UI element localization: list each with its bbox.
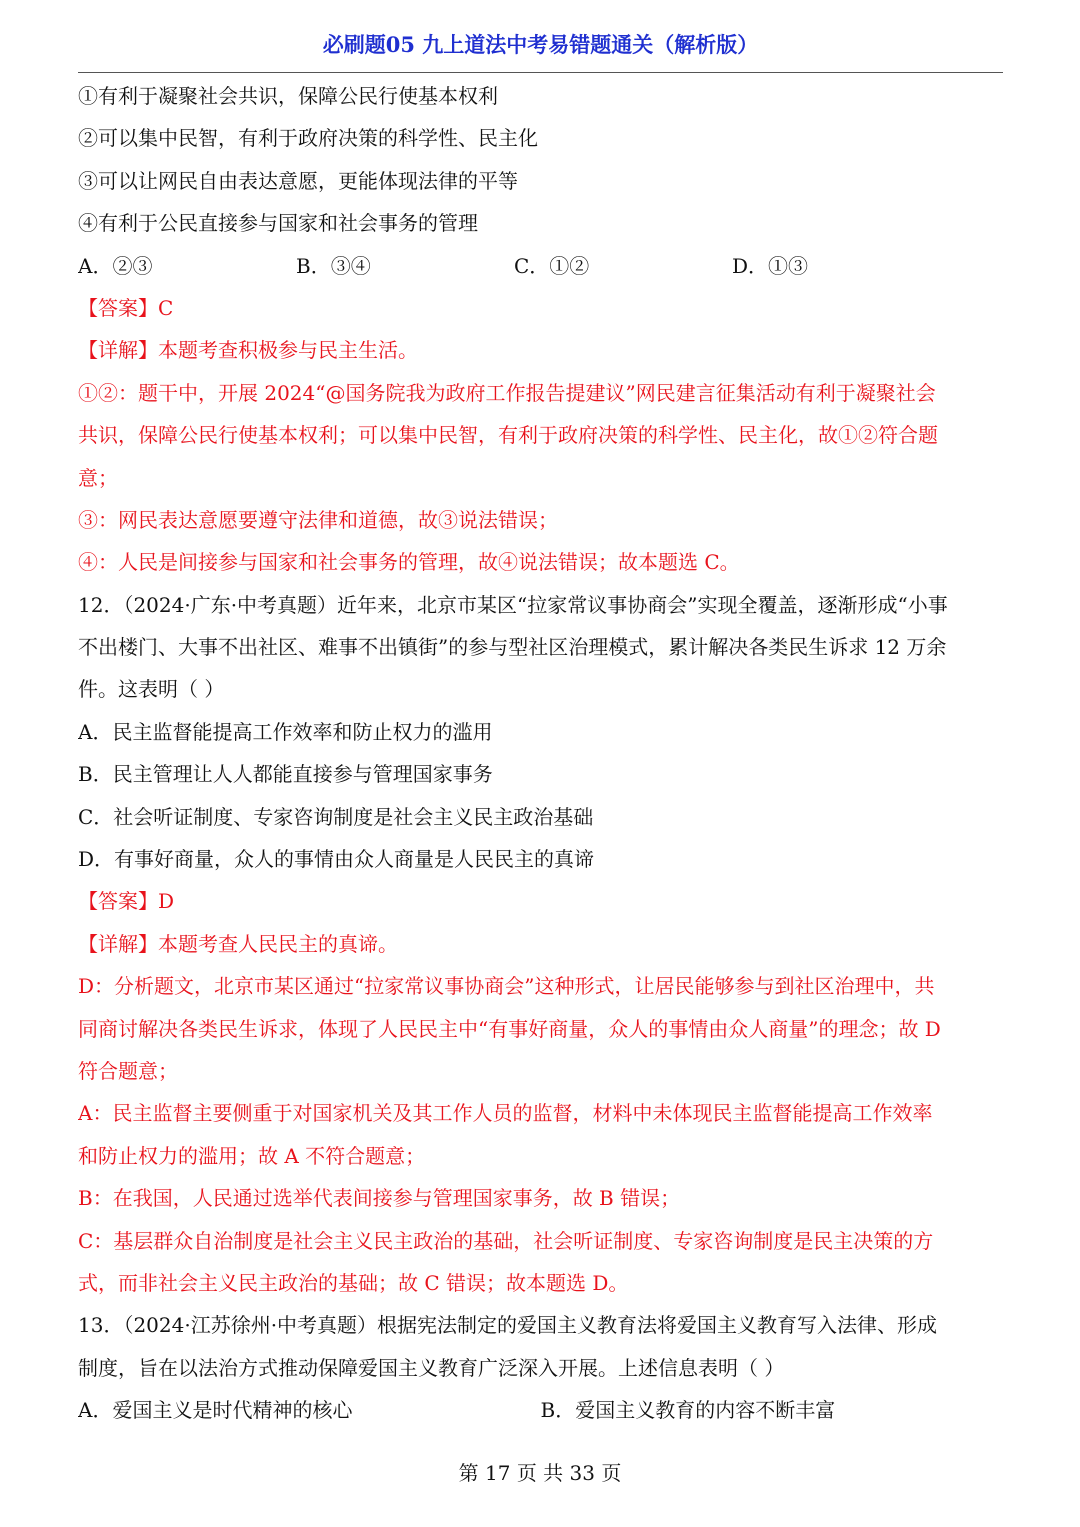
- q11-statement-4: ④有利于公民直接参与国家和社会事务的管理: [78, 211, 478, 236]
- q11-analysis-line: 共识，保障公民行使基本权利；可以集中民智，有利于政府决策的科学性、民主化，故①②符合题: [78, 423, 938, 448]
- q12-option-a: A．民主监督能提高工作效率和防止权力的滥用: [78, 719, 493, 744]
- q11-option-c: C．①②: [514, 253, 590, 278]
- q12-detail: 【详解】本题考查人民民主的真谛。: [78, 931, 398, 956]
- header-divider: [78, 72, 1003, 73]
- q12-analysis-line: B：在我国，人民通过选举代表间接参与管理国家事务，故 B 错误；: [78, 1186, 681, 1211]
- q12-analysis-line: 同商讨解决各类民生诉求，体现了人民民主中“有事好商量，众人的事情由众人商量”的理念；故 D: [78, 1016, 941, 1041]
- q12-analysis-line: 符合题意；: [78, 1058, 178, 1083]
- q11-options: [78, 245, 1003, 287]
- page-header-title: 必刷题05 九上道法中考易错题通关（解析版）: [322, 32, 759, 57]
- q11-option-d: D．①③: [732, 253, 809, 278]
- q11-analysis-line: 意；: [78, 465, 118, 490]
- q12-option-c: C．社会听证制度、专家咨询制度是社会主义民主政治基础: [78, 804, 594, 829]
- q12-analysis-line: A：民主监督主要侧重于对国家机关及其工作人员的监督，材料中未体现民主监督能提高工作效率: [78, 1101, 933, 1126]
- page-number-footer: 第 17 页 共 33 页: [458, 1461, 622, 1485]
- q13-stem-line: 制度，旨在以法治方式推动保障爱国主义教育广泛深入开展。上述信息表明（ ）: [78, 1355, 785, 1380]
- q13-options: [78, 1389, 1003, 1431]
- page-content: [78, 75, 1003, 1432]
- q11-detail: 【详解】本题考查积极参与民主生活。: [78, 338, 418, 363]
- q12-stem-line: 12．（2024·广东·中考真题）近年来，北京市某区“拉家常议事协商会”实现全覆盖，逐渐形成“小事: [78, 592, 948, 617]
- q11-option-b: B．③④: [296, 253, 371, 278]
- q13-option-a: A．爱国主义是时代精神的核心: [78, 1398, 353, 1423]
- q11-answer: 【答案】C: [78, 295, 174, 320]
- q13-option-b: B．爱国主义教育的内容不断丰富: [540, 1398, 836, 1423]
- q13-stem-line: 13．（2024·江苏徐州·中考真题）根据宪法制定的爱国主义教育法将爱国主义教育写入法律、形成: [78, 1313, 938, 1338]
- q11-analysis-line: ①②：题干中，开展 2024“@国务院我为政府工作报告提建议”网民建言征集活动有利于凝聚社会: [78, 380, 936, 405]
- q12-answer: 【答案】D: [78, 889, 175, 914]
- q11-analysis-line: ③：网民表达意愿要遵守法律和道德，故③说法错误；: [78, 507, 558, 532]
- q11-statement-3: ③可以让网民自由表达意愿，更能体现法律的平等: [78, 168, 518, 193]
- q12-option-b: B．民主管理让人人都能直接参与管理国家事务: [78, 762, 493, 787]
- q11-analysis-line: ④：人民是间接参与国家和社会事务的管理，故④说法错误；故本题选 C。: [78, 550, 740, 575]
- q11-statement-1: ①有利于凝聚社会共识，保障公民行使基本权利: [78, 84, 498, 108]
- q12-analysis-line: D：分析题文，北京市某区通过“拉家常议事协商会”这种形式，让居民能够参与到社区治理中，共: [78, 974, 935, 999]
- q12-stem-line: 不出楼门、大事不出社区、难事不出镇街”的参与型社区治理模式，累计解决各类民生诉求 12 万余: [78, 635, 947, 660]
- q12-analysis-line: 式，而非社会主义民主政治的基础；故 C 错误；故本题选 D。: [78, 1270, 629, 1295]
- q11-option-a: A．②③: [78, 253, 153, 278]
- q12-stem-line: 件。这表明（ ）: [78, 677, 225, 702]
- q12-analysis-line: C：基层群众自治制度是社会主义民主政治的基础，社会听证制度、专家咨询制度是民主决策的方: [78, 1228, 934, 1253]
- q12-analysis-line: 和防止权力的滥用；故 A 不符合题意；: [78, 1143, 426, 1168]
- q12-option-d: D．有事好商量，众人的事情由众人商量是人民民主的真谛: [78, 847, 595, 872]
- q11-statement-2: ②可以集中民智，有利于政府决策的科学性、民主化: [78, 126, 538, 151]
